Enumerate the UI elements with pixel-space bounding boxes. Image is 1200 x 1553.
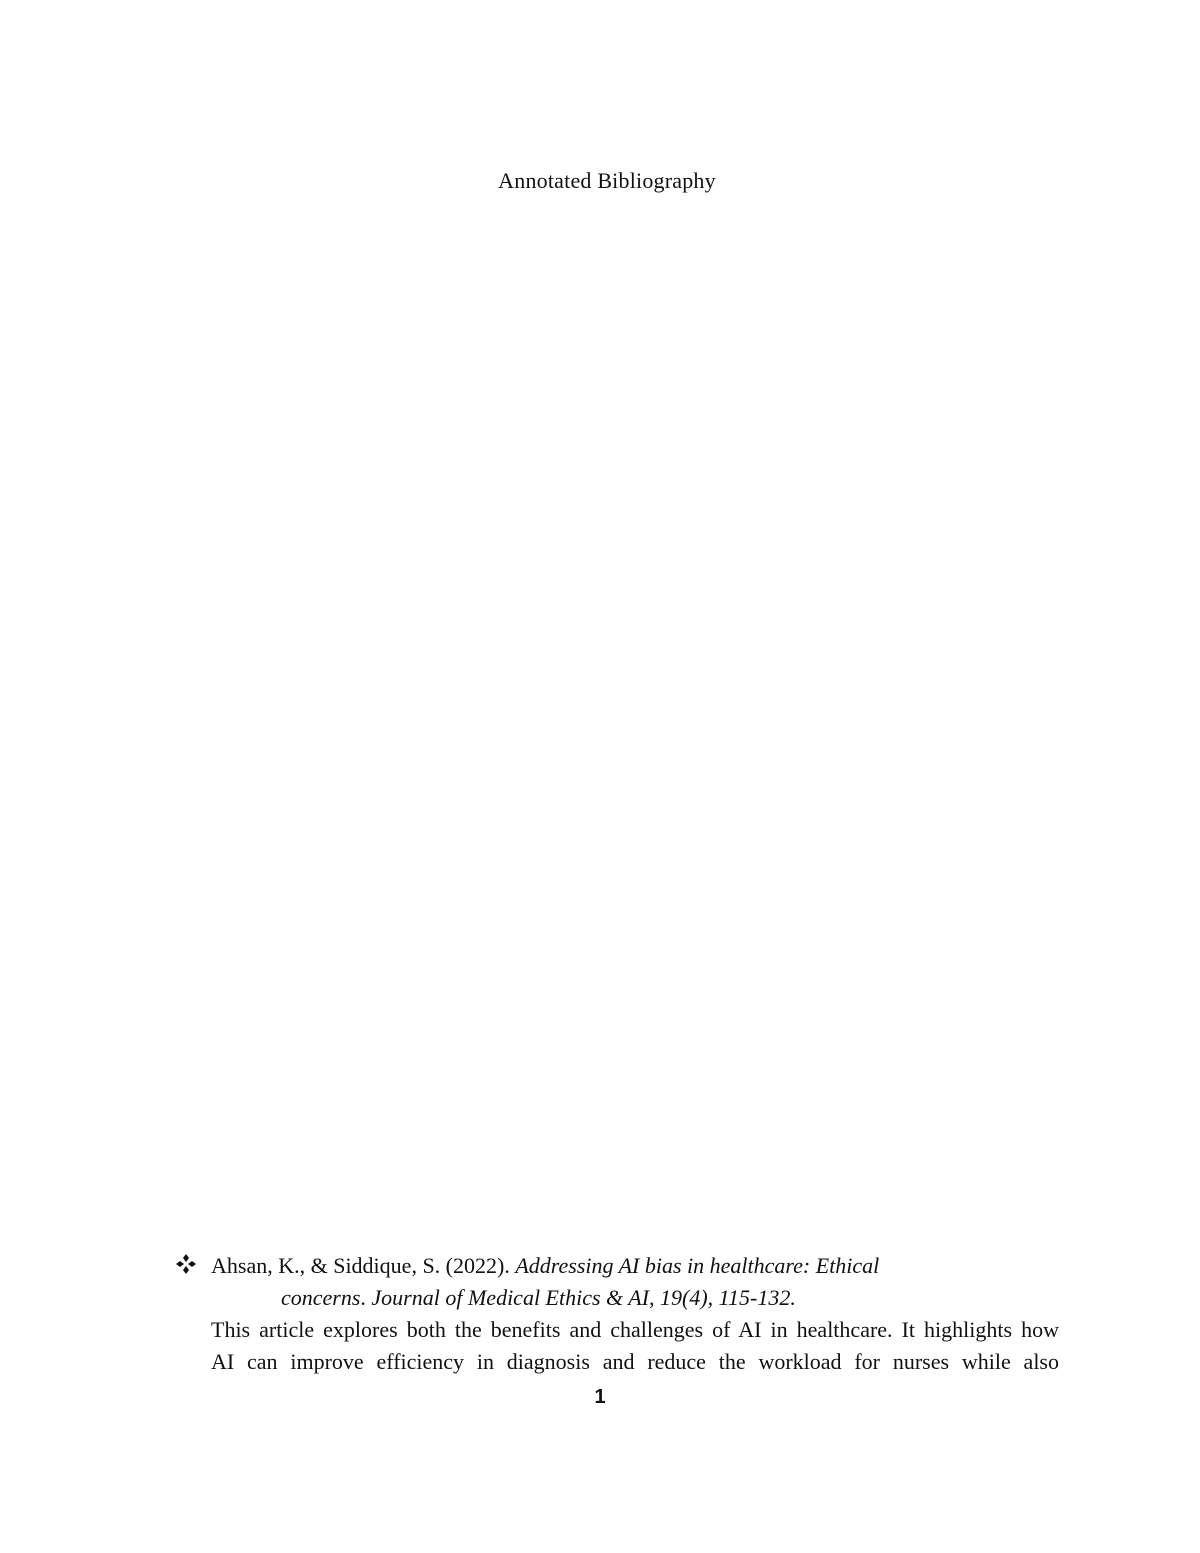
annotation-line-2: AI can improve efficiency in diagnosis and reduce the workload for nurses while also	[211, 1349, 1059, 1374]
citation-journal: Journal of Medical Ethics & AI, 19(4), 115-132.	[365, 1285, 796, 1310]
citation-article-title: Addressing AI bias in healthcare: Ethical	[515, 1253, 880, 1278]
citation	[211, 1250, 971, 1314]
four-diamond-bullet-icon	[174, 1252, 198, 1276]
citation-title-period: .	[360, 1285, 366, 1310]
annotation-line-1: This article explores both the benefits and challenges of AI in healthcare. It highlights how	[211, 1317, 1059, 1342]
citation-authors-year: Ahsan, K., & Siddique, S. (2022).	[211, 1253, 516, 1278]
citation-line-2	[211, 1282, 971, 1314]
citation-line-1	[211, 1250, 971, 1282]
annotation-paragraph	[211, 1314, 1059, 1378]
page-number: 1	[594, 1386, 606, 1408]
page-title: Annotated Bibliography	[498, 168, 716, 193]
bibliography-entry	[174, 1250, 1064, 1378]
citation-article-title-cont: concerns	[281, 1285, 361, 1310]
